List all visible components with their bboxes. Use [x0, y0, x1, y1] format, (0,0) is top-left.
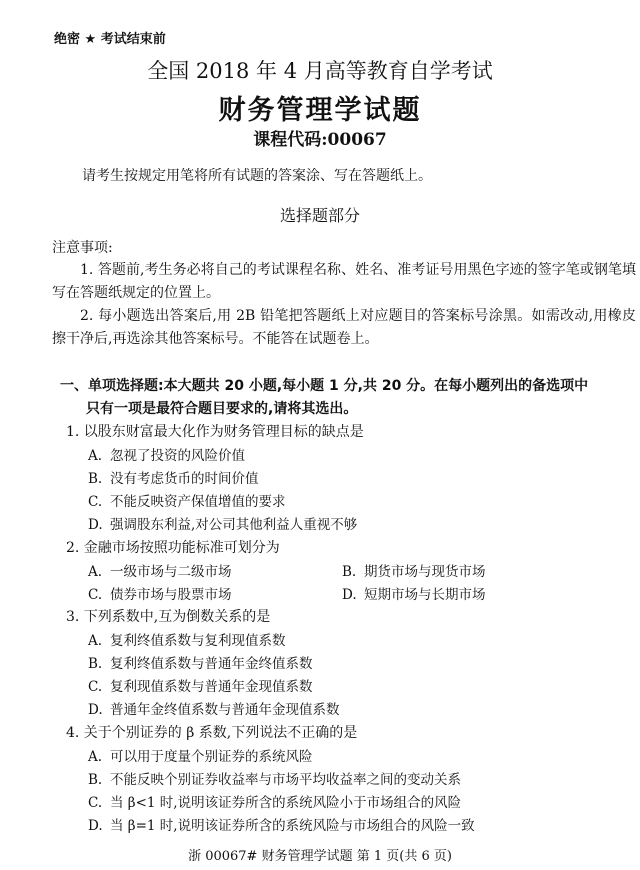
option-text: 普通年金终值系数与普通年金现值系数 [110, 702, 340, 718]
option-text: 可以用于度量个别证券的系统风险 [110, 749, 313, 765]
question-stem: 1. 以股东财富最大化作为财务管理目标的缺点是 [66, 424, 364, 440]
option-letter: A. [88, 564, 103, 580]
option-item [88, 791, 461, 811]
option-letter: C. [88, 587, 103, 603]
note-item: 2. 每小题选出答案后,用 2B 铅笔把答题纸上对应题目的答案标号涂黑。如需改动,用橡皮擦干净后,再选涂其他答案标号。不能答在试题卷上。 [52, 308, 636, 347]
option-text: 不能反映资产保值增值的要求 [110, 494, 286, 510]
option-text: 没有考虑货币的时间价值 [110, 471, 259, 487]
option-letter: B. [342, 564, 357, 580]
course-code: 课程代码:00067 [253, 130, 387, 150]
option-item [88, 560, 232, 580]
option-item [342, 560, 486, 580]
option-item [88, 490, 286, 510]
option-item [342, 583, 486, 603]
option-letter: D. [88, 702, 103, 718]
option-item [88, 629, 286, 649]
question-stem: 2. 金融市场按照功能标准可划分为 [66, 540, 280, 556]
option-text: 复利终值系数与复利现值系数 [110, 633, 286, 649]
option-item [88, 444, 245, 464]
answer-instruction: 请考生按规定用笔将所有试题的答案涂、写在答题纸上。 [82, 168, 432, 184]
option-text: 期货市场与现货市场 [364, 564, 486, 580]
option-letter: A. [88, 448, 103, 464]
option-letter: C. [88, 795, 103, 811]
option-item [88, 583, 232, 603]
option-letter: D. [88, 818, 103, 834]
section-title: 选择题部分 [279, 206, 360, 225]
option-text: 债券市场与股票市场 [110, 587, 232, 603]
page-footer: 浙 00067# 财务管理学试题 第 1 页(共 6 页) [188, 849, 452, 864]
option-letter: C. [88, 494, 103, 510]
option-letter: A. [88, 633, 103, 649]
part-subheading: 只有一项是最符合题目要求的,请将其选出。 [86, 401, 358, 417]
option-letter: D. [342, 587, 357, 603]
exam-title: 全国 2018 年 4 月高等教育自学考试 [147, 59, 493, 83]
option-text: 短期市场与长期市场 [364, 587, 486, 603]
option-text: 不能反映个别证券收益率与市场平均收益率之间的变动关系 [110, 772, 461, 788]
option-letter: B. [88, 656, 103, 672]
option-letter: D. [88, 517, 103, 533]
option-text: 当 β=1 时,说明该证券所含的系统风险与市场组合的风险一致 [110, 818, 475, 834]
option-text: 强调股东利益,对公司其他利益人重视不够 [110, 517, 358, 533]
option-item [88, 768, 461, 788]
subject-title: 财务管理学试题 [218, 95, 422, 126]
option-item [88, 652, 313, 672]
option-item [88, 675, 313, 695]
option-item [88, 698, 340, 718]
option-item [88, 745, 313, 765]
option-item [88, 467, 259, 487]
option-text: 一级市场与二级市场 [110, 564, 232, 580]
option-text: 当 β<1 时,说明该证券所含的系统风险小于市场组合的风险 [110, 795, 462, 811]
option-text: 复利终值系数与普通年金终值系数 [110, 656, 313, 672]
question-stem: 3. 下列系数中,互为倒数关系的是 [66, 609, 271, 625]
option-letter: A. [88, 749, 103, 765]
option-text: 忽视了投资的风险价值 [110, 448, 245, 464]
note-item: 1. 答题前,考生务必将自己的考试课程名称、姓名、准考证号用黑色字迹的签字笔或钢笔填写在答题纸规定的位置上。 [52, 262, 636, 301]
option-text: 复利现值系数与普通年金现值系数 [110, 679, 313, 695]
option-letter: C. [88, 679, 103, 695]
part-heading: 一、单项选择题:本大题共 20 小题,每小题 1 分,共 20 分。在每小题列出的备选项中 [60, 378, 589, 394]
option-item [88, 814, 475, 834]
option-item [88, 513, 357, 533]
notes-label: 注意事项: [52, 240, 113, 256]
confidential-mark: 绝密 ★ 考试结束前 [54, 32, 166, 47]
option-letter: B. [88, 471, 103, 487]
option-letter: B. [88, 772, 103, 788]
question-stem: 4. 关于个别证券的 β 系数,下列说法不正确的是 [66, 725, 358, 741]
